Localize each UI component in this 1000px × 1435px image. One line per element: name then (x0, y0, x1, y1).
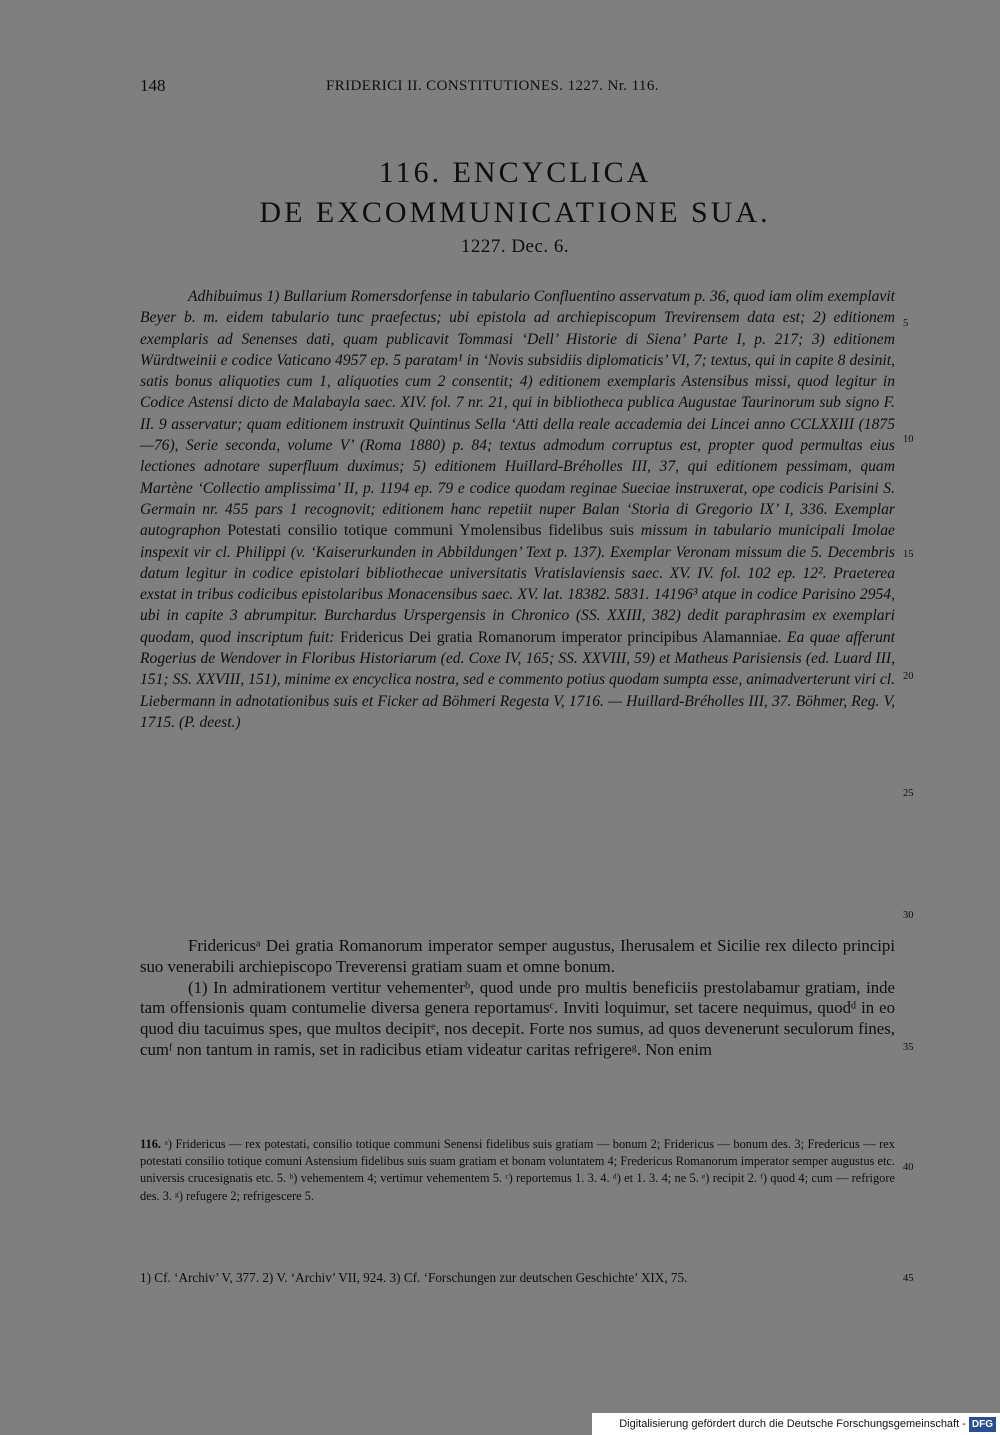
editorial-introduction (140, 286, 895, 733)
running-title: FRIDERICI II. CONSTITUTIONES. 1227. Nr. 116. (326, 78, 659, 94)
dfg-logo-icon: DFG (969, 1417, 996, 1432)
intro-upright-1: Potestati consilio totique communi Ymolensibus fidelibus suis (227, 522, 635, 540)
document-title-line2: DE EXCOMMUNICATIONE SUA. (259, 196, 771, 229)
variant-text: ᵃ) Fridericus — rex potestati, consilio totique communi Senensi fidelibus suis gratiam — bonum 2; Fridericus — bonum des. 3; Fredericus — rex potestati consilio totique comuni Astensium fidelibus suis suam gratiam et bonam voluntatem 4; Fredericus Romanorum imperator semper augustus etc. universis crucesignatis etc. 5. ᵇ) vehementem 4; vertimur vehementem 5. ᶜ) reportemus 1. 3. 4. ᵈ) et 1. 3. 4; ne 5. ᵉ) recipit 2. ᶠ) quod 4; cum — refrigore des. 3. ᵍ) refugere 2; refrigescere 5. (140, 1137, 895, 1203)
intro-text-1: Adhibuimus 1) Bullarium Romersdorfense in tabulario Confluentino asservatum p. 36, quod iam olim exemplavit Beyer b. m. eidem tabulario tunc praefectus; ubi epistola ad archiepiscopum Trevirensem data est; 2) editionem exemplaris ad Senenses dati, quam publicavit Tommasi ‘Dell’ Historie di Siena’ Parte I, p. 217; 3) editionem Würdtweinii e codice Vaticano 4957 ep. 5 paratam¹ in ‘Novis subsidiis diplomaticis’ VI, 7; textus, qui in capite 8 desinit, satis bonus aliquoties cum 1, aliquoties cum 2 consentit; 4) editionem exemplaris Astensibus missi, quod legitur in Codice Astensi dicto de Malabayla saec. XIV. fol. 7 nr. 21, qui in bibliotheca publica Augustae Taurinorum sub signo F. II. 9 asservatur; quam editionem instruxit Quintinus Sella ‘Atti della reale accademia dei Lincei anno CCLXXIII (1875—76), Serie seconda, volume V’ (Roma 1880) p. 84; textus admodum corruptus est, propter quod permultas eius lectiones adnotare superfluum duximus; 5) editionem Huillard-Bréholles III, 37, qui editionem pessimam, quam Martène ‘Collectio amplissima’ II, p. 1194 ep. 79 e codice quodam reginae Sueciae instruxerat, ope codicis Parisini S. Germain nr. 455 pars 1 recognovit; editionem hanc repetiit nuper Balan ‘Storia di Gregorio IX’ I, 336. Exemplar autographon (140, 288, 895, 540)
document-date: 1227. Dec. 6. (460, 236, 570, 257)
intro-text-2: missum in tabulario municipali Imolae inspexit vir cl. Philippi (v. ‘Kaiserurkunden in Abbildungen’ Text p. 137). Exemplar Veronam missum die 5. Decembris datum legitur in codice epistolari bibliothecae universitatis Vratislaviensis saec. XV. IV. fol. 102 ep. 12². Praeterea exstat in tribus codicibus epistolaribus Monacensibus saec. XV. lat. 18382. 5831. 14196³ atque in codice Parisino 2954, ubi in capite 3 abrumpitur. Burchardus Urspergensis in Chronico (SS. XXIII, 382) dedit paraphrasim ex exemplari quodam, quod inscriptum fuit: (140, 522, 895, 646)
intro-upright-2: Fridericus Dei gratia Romanorum imperator principibus Alamanniae. (340, 628, 782, 646)
line-number: 10 (903, 434, 914, 445)
line-number: 45 (903, 1273, 914, 1284)
page-header (140, 76, 890, 100)
line-number: 40 (903, 1162, 914, 1173)
body-paragraph-1: Fridericusᵃ Dei gratia Romanorum imperator semper augustus, Iherusalem et Sicilie rex dilecto principi suo venerabili archiepiscopo Treverensi gratiam suam et omne bonum. (140, 936, 895, 976)
document-body (140, 936, 895, 1061)
line-number: 5 (903, 318, 909, 329)
line-number: 25 (903, 788, 914, 799)
line-number: 35 (903, 1042, 914, 1053)
variant-apparatus (140, 1136, 895, 1205)
body-paragraph-2: (1) In admirationem vertitur vehementerᵇ, quod unde pro multis beneficiis prestolabamur gratiam, inde tam offensionis quam contumelie diversa genera reportamusᶜ. Inviti loquimur, set tacere nequimus, quodᵈ in eo quod diu tacuimus spes, que multos decipitᵉ, nos decepit. Forte nos sumus, ad quos devenerunt seculorum fines, cumᶠ non tantum in ramis, set in radicibus etiam videatur caritas refrigereᵍ. Non enim (140, 977, 895, 1059)
funding-footer (592, 1413, 1000, 1435)
document-title-line1: 116. ENCYCLICA (378, 156, 652, 189)
page-number: 148 (140, 76, 166, 95)
line-number: 20 (903, 671, 914, 682)
variant-lead: 116. (140, 1137, 161, 1151)
footnotes: 1) Cf. ‘Archiv’ V, 377. 2) V. ‘Archiv’ VII, 924. 3) Cf. ‘Forschungen zur deutschen Geschichte’ XIX, 75. (140, 1270, 688, 1285)
intro-text-3: Ea quae afferunt Rogerius de Wendover in Floribus Historiarum (ed. Coxe IV, 165; SS. XXVIII, 59) et Matheus Parisiensis (ed. Luard III, 151; SS. XXVIII, 151), minime ex encyclica nostra, sed e commento potius quodam sumpta esse, animadverterunt viri cl. Liebermann in adnotationibus suis et Ficker ad Böhmeri Regesta V, 1716. — Huillard-Bréholles III, 37. Böhmer, Reg. V, 1715. (P. deest.) (140, 628, 895, 731)
footer-text: Digitalisierung gefördert durch die Deutsche Forschungsgemeinschaft - (619, 1418, 966, 1430)
line-number: 30 (903, 910, 914, 921)
line-number: 15 (903, 549, 914, 560)
